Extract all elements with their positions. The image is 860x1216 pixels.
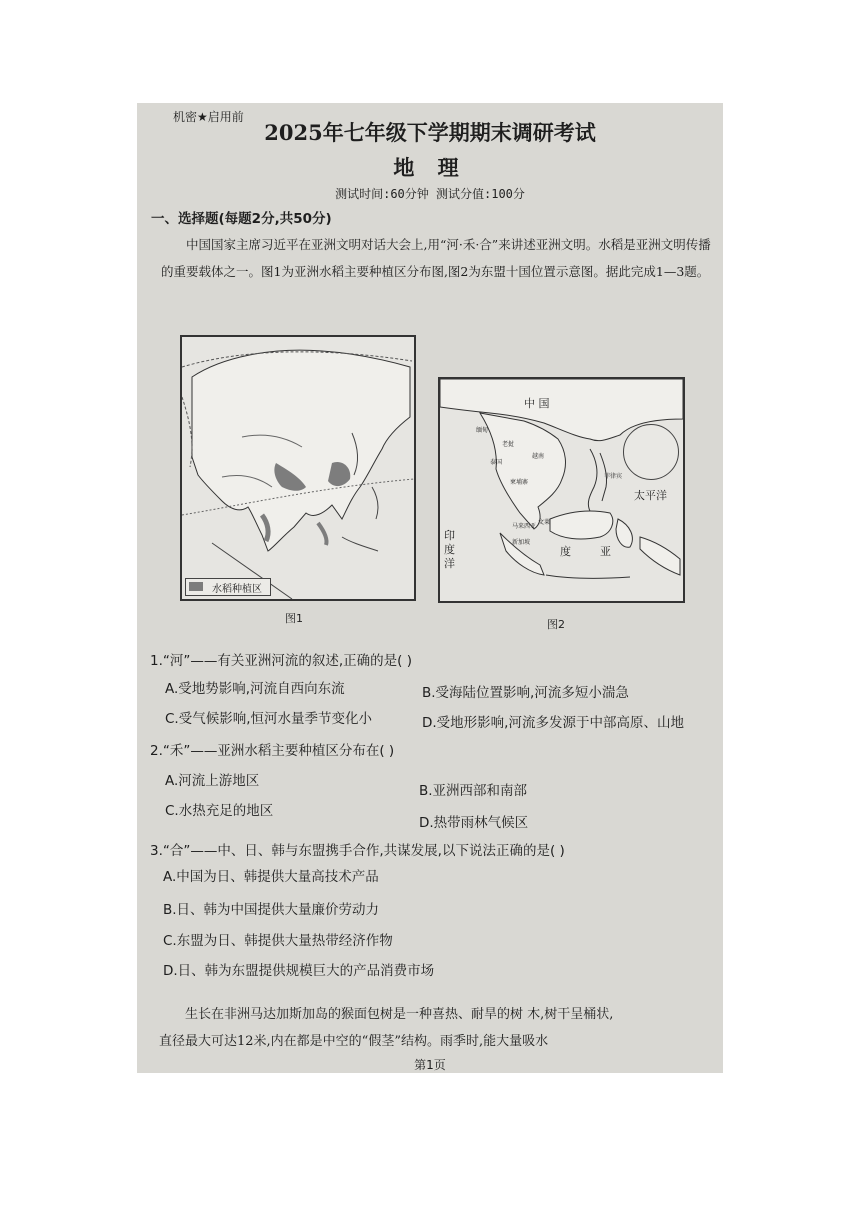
label-vietnam: 越南 bbox=[532, 453, 545, 460]
label-thailand: 泰国 bbox=[490, 459, 503, 466]
label-brunei: 文莱 bbox=[538, 519, 551, 526]
figure1-caption: 图1 bbox=[285, 612, 303, 625]
figure2-caption: 图2 bbox=[547, 618, 565, 631]
question-3-option-a: A.中国为日、韩提供大量高技术产品 bbox=[163, 869, 379, 885]
label-laos: 老挝 bbox=[502, 441, 515, 448]
question-3-option-c: C.东盟为日、韩提供大量热带经济作物 bbox=[163, 933, 393, 949]
globe-inset bbox=[623, 424, 679, 480]
question-2-option-d: D.热带雨林气候区 bbox=[419, 815, 529, 831]
label-china: 中 国 bbox=[524, 397, 550, 410]
label-indian-ocean-2: 度 bbox=[444, 543, 455, 556]
question-1-option-b: B.受海陆位置影响,河流多短小湍急 bbox=[422, 685, 629, 701]
label-indonesia-1: 度 bbox=[560, 545, 571, 558]
label-myanmar: 缅甸 bbox=[476, 427, 489, 434]
question-2-option-a: A.河流上游地区 bbox=[165, 773, 260, 789]
intro-text: 中国国家主席习近平在亚洲文明对话大会上,用“河·禾·合”来讲述亚洲文明。水稻是亚洲文明传播的重要载体之一。图1为亚洲水稻主要种植区分布图,图2为东盟十国位置示意图。据此完成1—3题。 bbox=[161, 237, 711, 279]
label-philippines: 菲律宾 bbox=[604, 473, 623, 480]
label-malaysia: 马来西亚 bbox=[512, 523, 537, 530]
intro-paragraph bbox=[161, 231, 717, 285]
legend-label: 水稻种植区 bbox=[212, 584, 262, 595]
section-heading: 一、选择题(每题2分,共50分) bbox=[151, 211, 332, 227]
question-3-option-d: D.日、韩为东盟提供规模巨大的产品消费市场 bbox=[163, 963, 435, 979]
question-1-option-d: D.受地形影响,河流多发源于中部高原、山地 bbox=[422, 715, 684, 731]
figure1-asia-map bbox=[180, 335, 416, 601]
confidential-label: 机密★启用前 bbox=[173, 110, 244, 124]
question-1-option-c: C.受气候影响,恒河水量季节变化小 bbox=[165, 711, 373, 727]
closing-line-1: 生长在非洲马达加斯加岛的猴面包树是一种喜热、耐旱的树 木,树干呈桶状, bbox=[185, 1007, 614, 1022]
question-2-option-c: C.水热充足的地区 bbox=[165, 803, 274, 819]
label-cambodia: 柬埔寨 bbox=[510, 479, 529, 486]
label-pacific: 太平洋 bbox=[634, 489, 667, 502]
subject-title: 地 理 bbox=[393, 155, 467, 180]
asia-map-drawing bbox=[182, 337, 414, 599]
question-3-option-b: B.日、韩为中国提供大量廉价劳动力 bbox=[163, 902, 380, 918]
label-singapore: 新加坡 bbox=[512, 539, 531, 546]
page-number: 第1页 bbox=[414, 1058, 446, 1072]
label-indian-ocean-3: 洋 bbox=[444, 557, 455, 570]
question-1-option-a: A.受地势影响,河流自西向东流 bbox=[165, 681, 345, 697]
figure2-asean-map bbox=[438, 377, 685, 603]
closing-line-2: 直径最大可达12米,内在都是中空的“假茎”结构。雨季时,能大量吸水 bbox=[159, 1034, 549, 1049]
exam-title: 2025年七年级下学期期末调研考试 bbox=[264, 120, 596, 145]
exam-page bbox=[137, 103, 723, 1073]
rice-area-swatch bbox=[189, 582, 203, 591]
question-3-stem: 3.“合”——中、日、韩与东盟携手合作,共谋发展,以下说法正确的是( ) bbox=[150, 843, 565, 859]
question-2-option-b: B.亚洲西部和南部 bbox=[419, 783, 528, 799]
map-legend bbox=[185, 578, 271, 596]
label-indian-ocean-1: 印 bbox=[444, 529, 455, 542]
question-1-stem: 1.“河”——有关亚洲河流的叙述,正确的是( ) bbox=[150, 653, 412, 669]
exam-info: 测试时间:60分钟 测试分值:100分 bbox=[335, 187, 525, 201]
label-indonesia-2: 亚 bbox=[600, 545, 611, 558]
question-2-stem: 2.“禾”——亚洲水稻主要种植区分布在( ) bbox=[150, 743, 395, 759]
